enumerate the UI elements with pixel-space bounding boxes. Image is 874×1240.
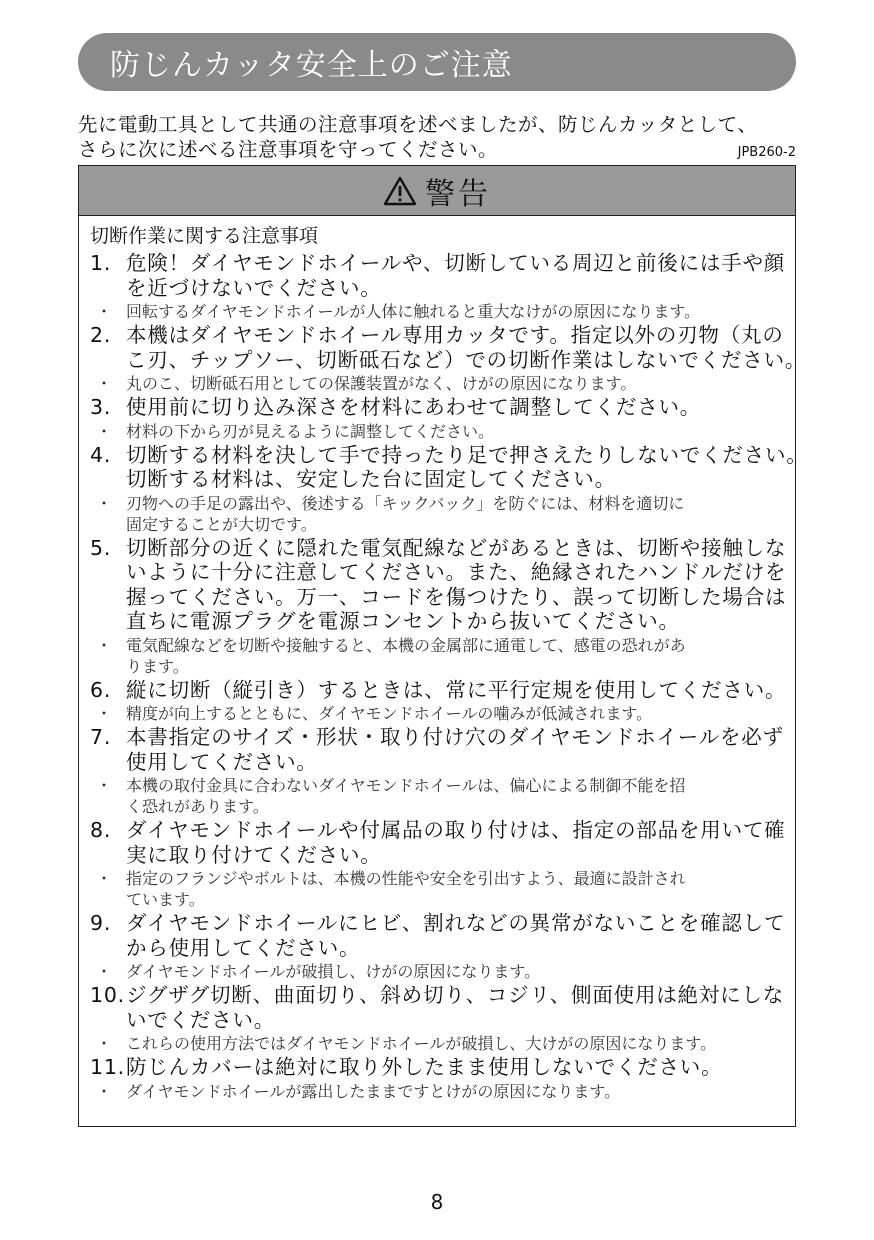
note-text-line: ダイヤモンドホイールが破損し、けがの原因になります。 — [126, 962, 541, 981]
item-text-line: 握ってください。万一、コードを傷つけたり、誤って切断した場合は — [126, 584, 787, 609]
note-text-line: く恐れがあります。 — [126, 797, 269, 816]
item-text-line: 切断する材料は、安定した台に固定してください。 — [126, 467, 616, 491]
item-text-line: 本書指定のサイズ・形状・取り付け穴のダイヤモンドホイールを必ず — [126, 725, 784, 749]
item-text-line: 切断部分の近くに隠れた電気配線などがあるときは、切断や接触しな — [126, 535, 787, 560]
warning-box — [78, 165, 808, 1127]
item-text — [126, 395, 790, 420]
note-text-line: 本機の取付金具に合わないダイヤモンドホイールは、偏心による制御不能を招 — [126, 776, 686, 795]
item-text-line: を近づけないでください。 — [126, 275, 382, 300]
item-text-line: から使用してください。 — [126, 935, 361, 960]
note-text — [126, 703, 790, 724]
item-number: 7. — [90, 725, 112, 749]
warning-body — [90, 222, 808, 1103]
intro-line-2-row — [78, 137, 800, 165]
note-text-line: ています。 — [126, 890, 205, 909]
item-text-line: 実に取り付けてください。 — [126, 842, 382, 867]
intro-line-1: 先に電動工具として共通の注意事項を述べましたが、防じんカッタとして、 — [78, 113, 758, 136]
item-note — [90, 1081, 790, 1102]
note-text-line: 刃物への手足の露出や、後述する「キックバック」を防ぐには、材料を適切に — [126, 493, 685, 513]
item-note — [90, 1033, 790, 1054]
item-number: 4. — [90, 442, 112, 467]
bullet-icon: ・ — [96, 869, 113, 888]
item-text — [126, 443, 808, 492]
item-text-line: 直ちに電源プラグを電源コンセントから抜いてください。 — [126, 609, 680, 633]
warning-item — [90, 442, 808, 492]
note-text-line: ります。 — [126, 656, 189, 676]
item-text-line: 使用前に切り込み深さを材料にあわせて調整してください。 — [126, 395, 702, 419]
cutting-section-title: 切断作業に関する注意事項 — [90, 225, 319, 247]
item-number: 6. — [90, 677, 112, 702]
warning-triangle-icon — [383, 176, 417, 206]
note-text — [126, 961, 790, 982]
note-text-line: 精度が向上するとともに、ダイヤモンドホイールの噛みが低減されます。 — [126, 704, 653, 723]
note-text-line: 丸のこ、切断砥石用としての保護装置がなく、けがの原因になります。 — [126, 374, 637, 393]
item-text-line: ジグザグ切断、曲面切り、斜め切り、コジリ、側面使用は絶対にしな — [126, 983, 785, 1007]
item-text — [126, 251, 790, 300]
note-text-line: 指定のフランジやボルトは、本機の性能や安全を引出すよう、最適に設計され — [126, 869, 686, 888]
item-text-line: こ刃、チップソー、切断砥石など）での切断作業はしないでください。 — [126, 347, 807, 372]
note-text — [126, 635, 790, 677]
section-header-banner — [78, 33, 796, 91]
item-text-line: 切断する材料を決して手で持ったり足で押さえたりしないでください。 — [126, 442, 808, 467]
warning-item — [90, 678, 790, 703]
item-text-line: 危険！ダイヤモンドホイールや、切断している周辺と前後には手や顔 — [126, 251, 786, 275]
bullet-icon: ・ — [96, 302, 113, 321]
item-number: 10. — [90, 983, 126, 1007]
item-text-line: 縦に切断（縦引き）するときは、常に平行定規を使用してください。 — [126, 677, 787, 702]
warning-item — [90, 395, 790, 420]
note-text — [126, 301, 790, 322]
item-text — [126, 911, 790, 960]
warning-item — [90, 536, 790, 634]
warning-item — [90, 725, 790, 774]
item-number: 11. — [90, 1055, 126, 1079]
note-text-line: 回転するダイヤモンドホイールが人体に触れると重大なけがの原因になります。 — [126, 302, 701, 321]
bullet-icon: ・ — [96, 635, 113, 655]
item-text — [126, 818, 790, 867]
bullet-icon: ・ — [96, 704, 113, 723]
item-note — [90, 493, 790, 535]
warning-title: 警告 — [425, 176, 491, 212]
item-text-line: ダイヤモンドホイールや付属品の取り付けは、指定の部品を用いて確 — [126, 818, 786, 842]
item-note — [90, 421, 790, 442]
note-text-line: 材料の下から刃が見えるように調整してください。 — [126, 421, 495, 441]
note-text — [126, 421, 790, 442]
item-number: 8. — [90, 818, 112, 842]
item-text-line: ダイヤモンドホイールにヒビ、割れなどの異常がないことを確認して — [126, 911, 786, 935]
item-note — [90, 301, 790, 322]
item-number: 9. — [90, 911, 112, 935]
warning-item — [90, 983, 790, 1032]
note-text-line: 電気配線などを切断や接触すると、本機の金属部に通電して、感電の恐れがあ — [126, 635, 686, 655]
item-number: 1. — [90, 251, 112, 275]
item-number: 5. — [90, 535, 112, 560]
warning-item — [90, 818, 790, 867]
note-text-line: ダイヤモンドホイールが露出したままですとけがの原因になります。 — [126, 1081, 621, 1101]
item-text — [126, 725, 790, 774]
bullet-icon: ・ — [96, 1034, 113, 1053]
document-code: JPB260-2 — [737, 145, 796, 160]
item-note — [90, 868, 790, 910]
note-text — [126, 1081, 790, 1102]
warning-item — [90, 323, 807, 372]
item-text — [126, 1055, 790, 1080]
item-note — [90, 703, 790, 724]
note-text — [126, 1033, 790, 1054]
item-text — [126, 536, 790, 634]
warning-item — [90, 251, 790, 300]
item-text-line: いでください。 — [126, 1007, 276, 1032]
item-text — [126, 323, 806, 372]
item-text — [126, 983, 790, 1032]
page-number: 8 — [430, 1190, 444, 1214]
intro-line-2: さらに次に述べる注意事項を守ってください。 — [78, 138, 499, 161]
bullet-icon: ・ — [96, 776, 113, 795]
item-text-line: 本機はダイヤモンドホイール専用カッタです。指定以外の刃物（丸の — [126, 323, 784, 347]
note-text-line: 固定することが大切です。 — [126, 514, 317, 534]
note-text — [126, 373, 790, 394]
item-number: 3. — [90, 395, 112, 419]
warning-header — [79, 166, 795, 216]
note-text — [126, 493, 790, 535]
note-text — [126, 775, 790, 817]
item-note — [90, 775, 790, 817]
item-note — [90, 635, 790, 677]
bullet-icon: ・ — [96, 962, 113, 981]
bullet-icon: ・ — [96, 1081, 113, 1101]
item-text — [126, 678, 790, 703]
bullet-icon: ・ — [96, 374, 113, 393]
warning-item — [90, 1055, 790, 1080]
warning-item — [90, 911, 790, 960]
note-text-line: これらの使用方法ではダイヤモンドホイールが破損し、大けがの原因になります。 — [126, 1034, 717, 1053]
bullet-icon: ・ — [96, 421, 113, 441]
item-note — [90, 373, 790, 394]
intro-paragraph — [78, 112, 800, 165]
note-text — [126, 868, 790, 910]
section-title: 防じんカッタ安全上のご注意 — [110, 48, 513, 83]
item-text-line: いように十分に注意してください。また、絶縁されたハンドルだけを — [126, 560, 787, 584]
item-text-line: 使用してください。 — [126, 749, 318, 774]
item-text-line: 防じんカバーは絶対に取り外したまま使用しないでください。 — [126, 1055, 723, 1079]
item-number: 2. — [90, 323, 112, 347]
item-note — [90, 961, 790, 982]
bullet-icon: ・ — [96, 493, 113, 513]
